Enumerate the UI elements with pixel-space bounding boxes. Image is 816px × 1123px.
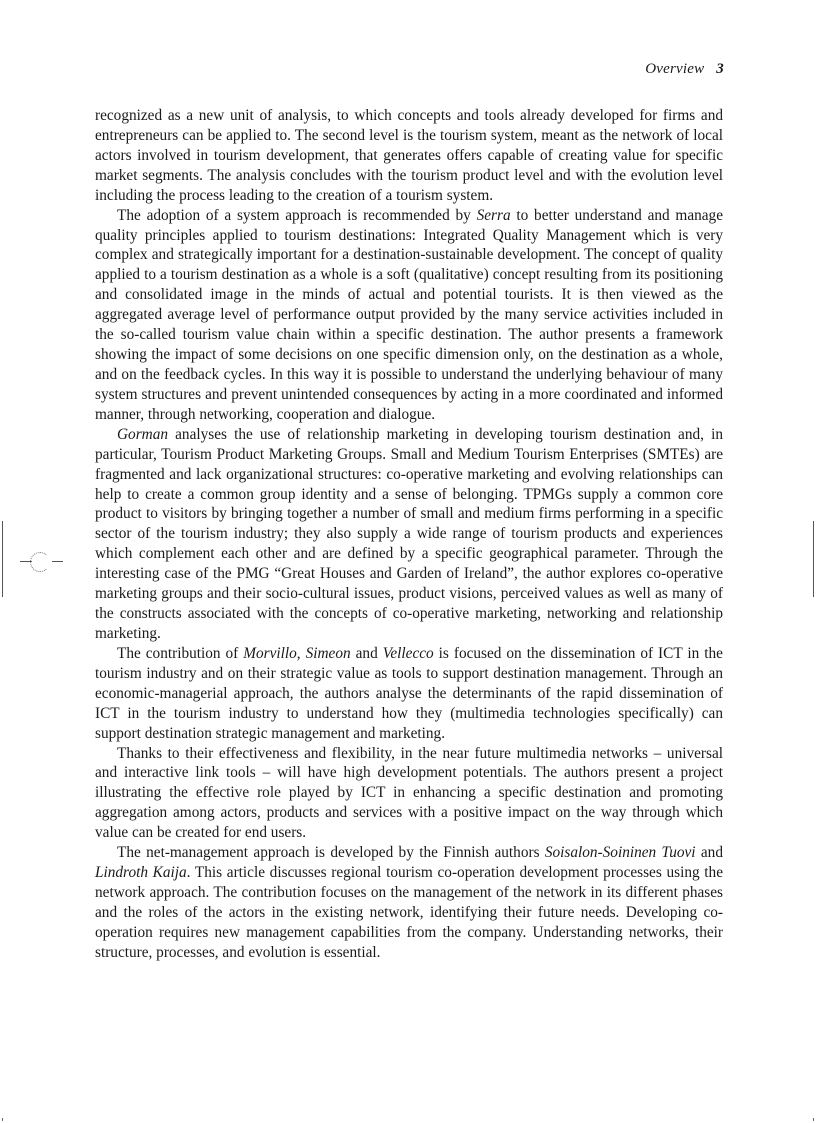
- crop-mark-left: [2, 521, 3, 597]
- registration-mark-icon: [30, 552, 50, 572]
- crop-dot-bottom-right: [813, 1118, 814, 1121]
- text-run: ,: [296, 644, 306, 662]
- author-name: Serra: [476, 206, 511, 224]
- author-name: Gorman: [117, 425, 168, 443]
- text-run: The contribution of: [117, 644, 244, 662]
- text-run: and: [350, 644, 383, 662]
- registration-tick-right: [52, 561, 63, 562]
- paragraph-p1: [95, 106, 723, 206]
- text-run: analyses the use of relationship marketing in developing tourism destination and, in particular, Tourism Product Marketing Groups. Small and Medium Tourism Enterprises (SMTEs) are fragmented and lack organizational structures: co-operative marketing and evolving relationships can help to create a common group identity and a sense of belonging. TPMGs supply a common core product to visitors by bringing together a number of small and medium firms performing in a specific sector of the tourism industry; they also supply a wide range of tourism products and experiences which complement each other and are defined by a specific geographical parameter. Through the interesting case of the PMG “Great Houses and Garden of Ireland”, the author explores co-operative marketing groups and their socio-cultural issues, product visions, perceived values as well as many of the constructs associated with the concepts of co-operative marketing, networking and relationship marketing.: [95, 425, 723, 642]
- author-name: Morvillo: [243, 644, 297, 662]
- running-head: [645, 61, 724, 78]
- text-run: to better understand and manage quality principles applied to tourism destinations: Integrated Quality Management which is very complex and strategically important for a destination-sustainable development. The concept of quality applied to a tourism destination as a whole is a soft (qualitative) concept resulting from its positioning and consolidated image in the minds of actual and potential tourists. It is then viewed as the aggregated average level of performance output provided by the many service activities included in the so-called tourism value chain within a specific destination. The author presents a framework showing the impact of some decisions on one specific dimension only, on the destination as a whole, and on the feedback cycles. In this way it is possible to understand the underlying behaviour of many system structures and prevent unintended consequences by acting in a more coordinated and informed manner, through networking, cooperation and dialogue.: [95, 206, 723, 423]
- paragraph-p5: [95, 744, 723, 844]
- text-run: is focused on the dissemination of ICT in the tourism industry and on their strategic value as tools to support destination management. Through an economic-managerial approach, the authors analyse the determinants of the rapid dissemination of ICT in the tourism industry to understand how they (multimedia technologies specifically) can support destination strategic management and marketing.: [95, 644, 723, 742]
- crop-mark-right: [813, 521, 814, 597]
- text-run: recognized as a new unit of analysis, to which concepts and tools already developed for firms and entrepreneurs can be applied to. The second level is the tourism system, meant as the network of local actors involved in tourism development, that generates offers capable of creating value for specific market segments. The analysis concludes with the tourism product level and with the evolution level including the process leading to the creation of a tourism system.: [95, 107, 723, 204]
- paragraph-p4: [95, 644, 723, 744]
- text-run: The adoption of a system approach is recommended by: [117, 206, 477, 224]
- text-run: . This article discusses regional tourism co-operation development processes using the network approach. The contribution focuses on the management of the network in its different phases and the roles of the actors in the existing network, identifying their future needs. Developing co-operation requires new management capabilities from the company. Understanding networks, their structure, processes, and evolution is essential.: [95, 864, 723, 961]
- text-run: and: [695, 844, 723, 862]
- page-number: 3: [716, 61, 724, 77]
- crop-dot-bottom-left: [2, 1118, 3, 1121]
- author-name: Simeon: [305, 644, 351, 662]
- author-name: Soisalon-Soininen Tuovi: [544, 844, 696, 862]
- text-run: Thanks to their effectiveness and flexibility, in the near future multimedia networks – universal and interactive link tools – will have high development potentials. The authors present a project illustrating the effective role played by ICT in enhancing a specific destination and promoting aggregation among actors, products and services with a positive impact on the way through which value can be created for end users.: [95, 744, 723, 842]
- author-name: Lindroth Kaija: [95, 864, 187, 882]
- paragraph-p6: [95, 843, 723, 963]
- text-run: The net-management approach is developed by the Finnish authors: [117, 844, 545, 862]
- paragraph-p2: [95, 206, 723, 425]
- body-text: [95, 106, 723, 963]
- section-title: Overview: [645, 61, 705, 77]
- paragraph-p3: [95, 425, 723, 644]
- author-name: Vellecco: [382, 644, 434, 662]
